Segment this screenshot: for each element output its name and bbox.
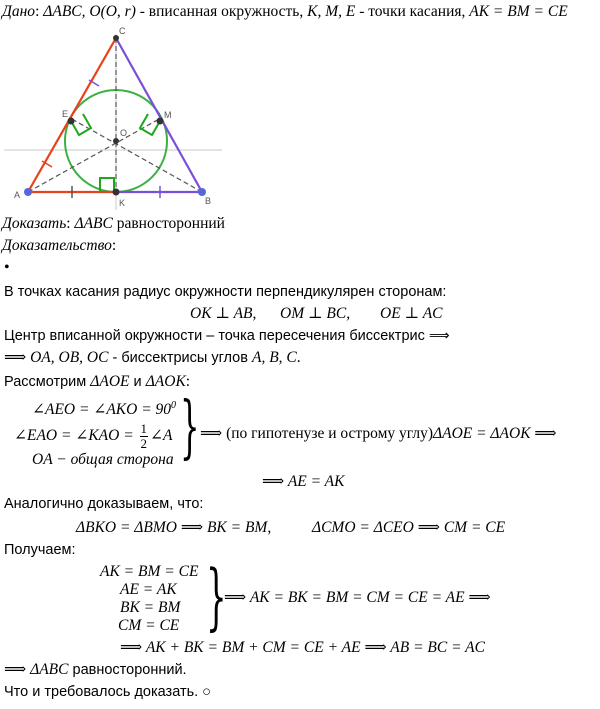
given-desc2: - точки касания, bbox=[355, 3, 470, 20]
label-e: E bbox=[62, 109, 69, 119]
label-a: A bbox=[14, 190, 21, 200]
side-ac bbox=[28, 38, 116, 192]
line-ae-ak: ⟹ AE = AK bbox=[262, 473, 345, 490]
label-b: B bbox=[205, 196, 212, 206]
system1-row1 bbox=[32, 396, 176, 420]
system1-eq2b: ∠A bbox=[150, 427, 173, 445]
point-a bbox=[24, 188, 32, 196]
bisector-dot: . bbox=[296, 349, 301, 366]
label-k: K bbox=[119, 198, 126, 208]
line-incenter: Центр вписанной окружности – точка пересечения биссектрис ⟹ bbox=[4, 328, 450, 344]
given-triangle: ΔABC, O(O, r) bbox=[43, 3, 136, 20]
line-congruences bbox=[76, 518, 506, 538]
fraction-num: 1 bbox=[140, 421, 148, 436]
consider-text: Рассмотрим bbox=[4, 374, 91, 390]
system1-result bbox=[200, 424, 557, 444]
line-consider bbox=[4, 372, 190, 392]
line-radius-perpendicular: В точках касания радиус окружности перпендикулярен сторонам: bbox=[4, 284, 447, 300]
system2-row2: AE = AK bbox=[120, 581, 177, 598]
point-e bbox=[68, 118, 75, 125]
label-m: M bbox=[164, 110, 172, 120]
system1-row2 bbox=[14, 422, 173, 451]
system1-eq1: ∠AEO = ∠AKO = 90 bbox=[32, 401, 172, 419]
point-k bbox=[113, 189, 120, 196]
prove-triangle: ΔABC bbox=[74, 215, 113, 232]
congruence-bk: ΔBKO = ΔBMO ⟹ BK = BM, bbox=[76, 519, 272, 536]
given-label: Дано bbox=[2, 3, 36, 20]
congruence-cm: ΔCMO = ΔCEO ⟹ CM = CE bbox=[312, 519, 506, 536]
given-desc1: - вписанная окружность, bbox=[135, 3, 308, 20]
system1-result-math: ΔAOE = ΔAOK ⟹ bbox=[433, 425, 557, 442]
line-qed: Что и требовалось доказать. ○ bbox=[4, 684, 211, 700]
prove-line bbox=[2, 214, 225, 234]
point-b bbox=[198, 188, 206, 196]
bisector-text: - биссектрисы углов bbox=[108, 350, 252, 366]
implies-final: ⟹ bbox=[4, 661, 31, 678]
prove-label: Доказать bbox=[2, 215, 67, 232]
line-equilateral bbox=[4, 660, 187, 680]
system1-brace: } bbox=[180, 388, 200, 467]
label-c: C bbox=[119, 26, 126, 36]
perp-om: OM ⊥ BC, bbox=[280, 305, 351, 322]
perp-oe: OE ⊥ AC bbox=[380, 305, 443, 322]
point-o bbox=[113, 138, 119, 144]
bisector-angles: A, B, C bbox=[251, 349, 297, 366]
bisector-segments: OA, OB, OC bbox=[30, 349, 109, 366]
fraction-half bbox=[140, 422, 149, 451]
bullet: • bbox=[4, 259, 10, 276]
prove-rest: равносторонний bbox=[112, 215, 225, 232]
given-points: K, M, E bbox=[307, 3, 356, 20]
system1-eq1-sup: 0 bbox=[171, 400, 177, 411]
system2-brace: } bbox=[206, 554, 227, 638]
given-colon: : bbox=[35, 3, 44, 20]
system2-result: ⟹ AK = BK = BM = CM = CE = AE ⟹ bbox=[224, 589, 491, 606]
final-text: равносторонний. bbox=[68, 662, 187, 678]
point-m bbox=[157, 118, 164, 125]
consider-tri1: ΔAOE bbox=[90, 373, 130, 390]
proof-line bbox=[2, 236, 116, 256]
prove-colon: : bbox=[66, 215, 75, 232]
consider-colon: : bbox=[185, 373, 191, 390]
given-line bbox=[2, 2, 568, 22]
given-equality: AK = BM = CE bbox=[469, 3, 568, 20]
implies-1: ⟹ bbox=[4, 349, 31, 366]
system2-row1: AK = BM = CE bbox=[100, 563, 199, 580]
system1-result-text: ⟹ (по гипотенузе и острому углу) bbox=[200, 425, 433, 442]
proof-colon: : bbox=[111, 237, 117, 254]
perp-ok: OK ⊥ AB, bbox=[190, 305, 257, 322]
proof-label: Доказательство bbox=[2, 237, 112, 254]
consider-tri2: ΔAOK bbox=[145, 373, 186, 390]
line-similarly: Аналогично доказываем, что: bbox=[4, 496, 204, 512]
system1-row3: OA − общая сторона bbox=[32, 451, 174, 468]
system1-eq2a: ∠EAO = ∠KAO = bbox=[14, 427, 138, 445]
line-bisectors bbox=[4, 348, 301, 368]
label-o: O bbox=[120, 128, 128, 138]
triangle-figure bbox=[0, 24, 230, 212]
consider-and: и bbox=[129, 374, 146, 390]
line-sum: ⟹ AK + BK = BM + CM = CE + AE ⟹ AB = BC = AC bbox=[120, 639, 485, 656]
line-we-get: Получаем: bbox=[4, 542, 76, 558]
system2-row4: CM = CE bbox=[118, 617, 180, 634]
system2-row3: BK = BM bbox=[120, 599, 181, 616]
line-perpendiculars bbox=[190, 304, 443, 324]
fraction-den: 2 bbox=[140, 436, 148, 451]
final-triangle: ΔABC bbox=[30, 661, 69, 678]
